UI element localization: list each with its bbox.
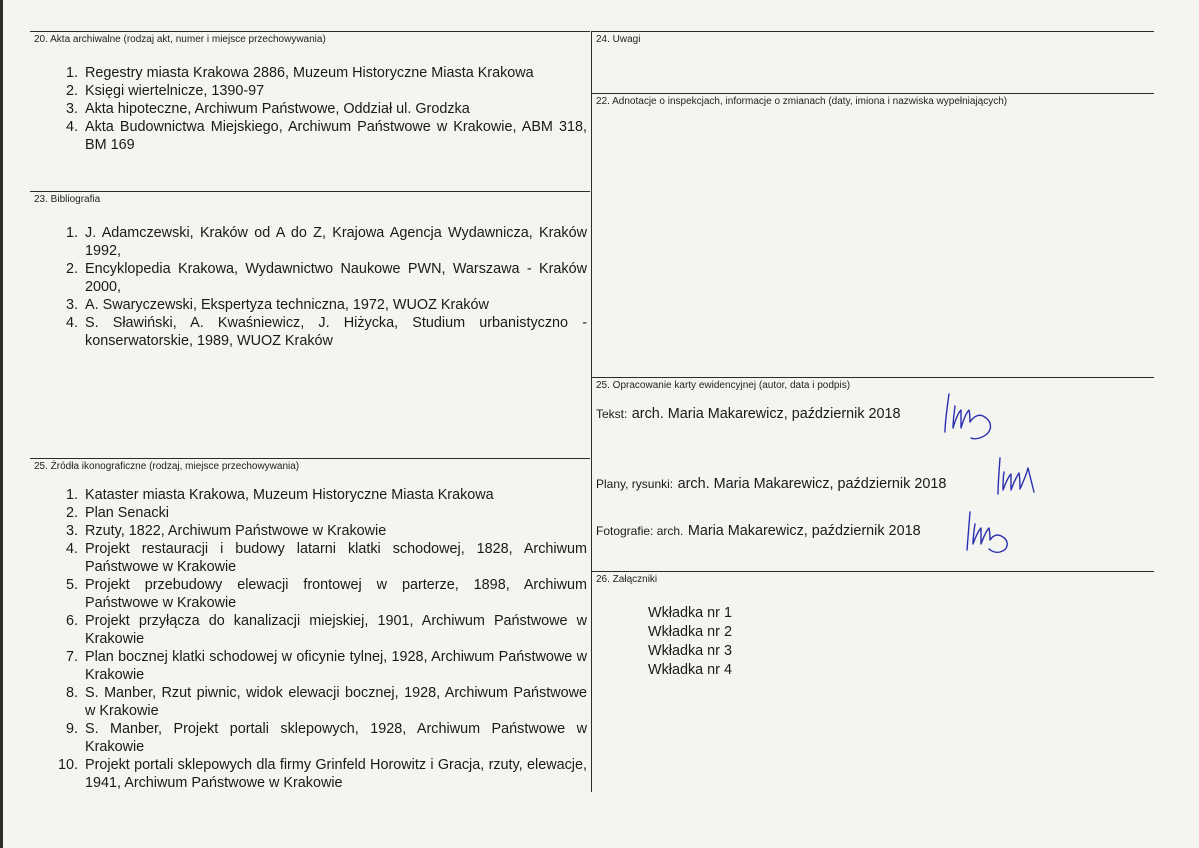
- divider-s26: [592, 571, 1154, 572]
- list-item: Wkładka nr 3: [648, 643, 732, 659]
- divider-top-left: [30, 31, 590, 32]
- list-item: 1. J. Adamczewski, Kraków od A do Z, Krajowa Agencja Wydawnicza, Kraków 1992,: [65, 225, 587, 259]
- author-drawings-prefix: Plany, rysunki:: [596, 477, 674, 491]
- list-item: 4. Akta Budownictwa Miejskiego, Archiwum Państwowe w Krakowie, ABM 318, BM 169: [65, 119, 587, 153]
- signature-1-icon: [937, 388, 997, 444]
- author-drawings-value: arch. Maria Makarewicz, październik 2018: [677, 476, 947, 492]
- list-item: 2. Encyklopedia Krakowa, Wydawnictwo Naukowe PWN, Warszawa - Kraków 2000,: [65, 261, 587, 295]
- list-item: 3. Akta hipoteczne, Archiwum Państwowe, Oddział ul. Grodzka: [65, 101, 470, 117]
- list-item: Wkładka nr 2: [648, 624, 732, 640]
- section-25b-label: 25. Opracowanie karty ewidencyjnej (autor, data i podpis): [596, 380, 851, 391]
- scan-left-edge: [0, 0, 3, 848]
- list-item: 3. Rzuty, 1822, Archiwum Państwowe w Krakowie: [65, 523, 387, 539]
- list-item: 8. S. Manber, Rzut piwnic, widok elewacji bocznej, 1928, Archiwum Państwowe w Krakowie: [65, 685, 587, 719]
- attachments-list: [648, 604, 732, 680]
- signature-3-icon: [958, 506, 1018, 558]
- divider-s23: [30, 191, 590, 192]
- section-23-list: [57, 224, 587, 350]
- list-item: 4. Projekt restauracji i budowy latarni klatki schodowej, 1828, Archiwum Państwowe w Krakowie: [65, 541, 587, 575]
- divider-top-right: [592, 31, 1154, 32]
- list-item: 10. Projekt portali sklepowych dla firmy Grinfeld Horowitz i Gracja, rzuty, elewacje, 1941, Archiwum Państwowe w Krakowie: [57, 757, 587, 791]
- list-item: Wkładka nr 1: [648, 605, 732, 621]
- divider-s25b: [592, 377, 1154, 378]
- list-item: 9. S. Manber, Projekt portali sklepowych, 1928, Archiwum Państwowe w Krakowie: [65, 721, 587, 755]
- list-item: 2. Plan Senacki: [65, 505, 169, 521]
- list-item: 1. Kataster miasta Krakowa, Muzeum Historyczne Miasta Krakowa: [65, 487, 494, 503]
- section-20-list: [57, 64, 587, 154]
- author-text-prefix: Tekst:: [596, 407, 628, 421]
- section-23-label: 23. Bibliografia: [34, 194, 101, 205]
- author-photos-value: Maria Makarewicz, październik 2018: [687, 523, 921, 539]
- section-20-label: 20. Akta archiwalne (rodzaj akt, numer i miejsce przechowywania): [34, 34, 326, 45]
- divider-s25a: [30, 458, 590, 459]
- section-26-label: 26. Załączniki: [596, 574, 658, 585]
- section-22-label: 22. Adnotacje o inspekcjach, informacje o zmianach (daty, imiona i nazwiska wypełniających): [596, 96, 1008, 107]
- author-text-row: [596, 405, 901, 423]
- list-item: 4. S. Sławiński, A. Kwaśniewicz, J. Hiżycka, Studium urbanistyczno - konserwatorskie, 1989, WUOZ Kraków: [65, 315, 587, 349]
- list-item: 2. Księgi wiertelnicze, 1390-97: [65, 83, 265, 99]
- list-item: 7. Plan bocznej klatki schodowej w oficynie tylnej, 1928, Archiwum Państwowe w Krakowie: [65, 649, 587, 683]
- list-item: 6. Projekt przyłącza do kanalizacji miejskiej, 1901, Archiwum Państwowe w Krakowie: [65, 613, 587, 647]
- section-25a-list: [57, 486, 587, 792]
- divider-s22: [592, 93, 1154, 94]
- list-item: 5. Projekt przebudowy elewacji frontowej w parterze, 1898, Archiwum Państwowe w Krakowie: [65, 577, 587, 611]
- author-photos-row: [596, 522, 921, 540]
- section-24-label: 24. Uwagi: [596, 34, 641, 45]
- divider-vertical: [591, 31, 592, 792]
- section-25a-label: 25. Źródła ikonograficzne (rodzaj, miejsce przechowywania): [34, 461, 300, 472]
- author-text-value: arch. Maria Makarewicz, październik 2018: [631, 406, 901, 422]
- signature-2-icon: [990, 452, 1046, 504]
- author-photos-prefix: Fotografie: arch.: [596, 524, 684, 538]
- author-drawings-row: [596, 475, 946, 493]
- list-item: 3. A. Swaryczewski, Ekspertyza techniczna, 1972, WUOZ Kraków: [65, 297, 489, 313]
- list-item: 1. Regestry miasta Krakowa 2886, Muzeum Historyczne Miasta Krakowa: [65, 65, 534, 81]
- list-item: Wkładka nr 4: [648, 662, 732, 678]
